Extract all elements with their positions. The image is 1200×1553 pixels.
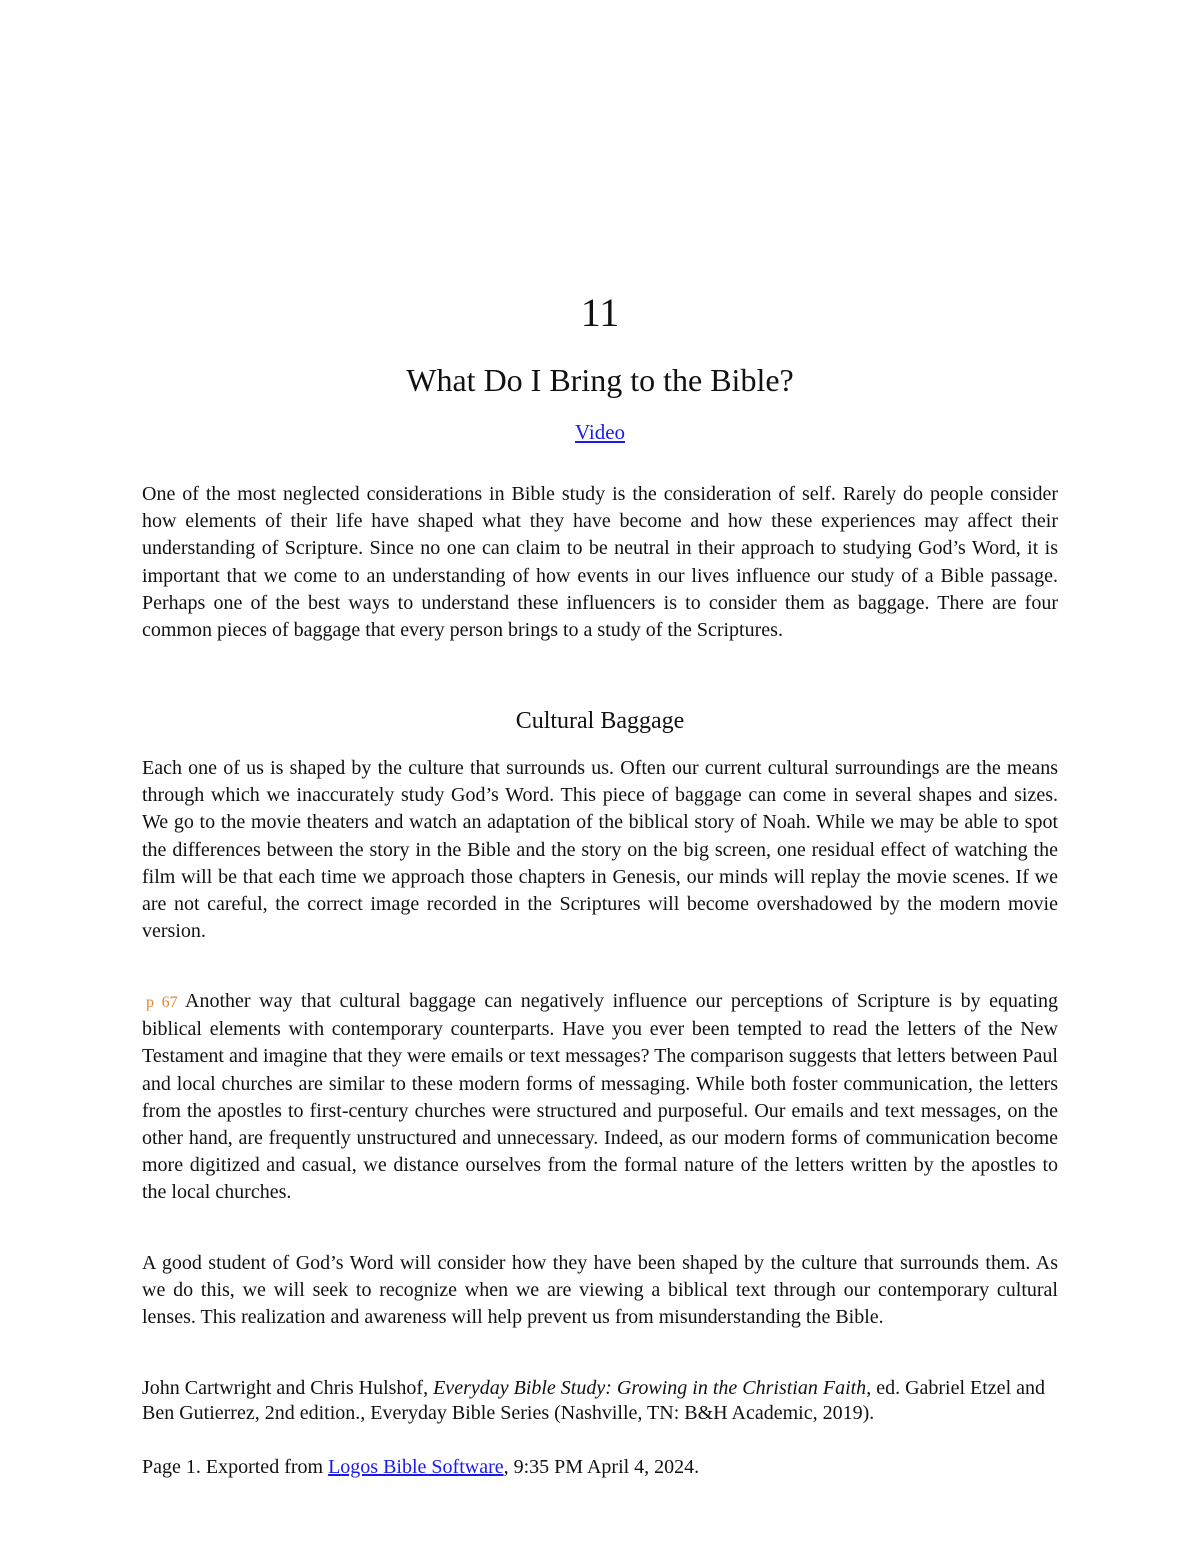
intro-paragraph: One of the most neglected considerations in Bible study is the consideration of self. Rarely do people consider how elements of their life have shaped what they have become and how these experiences may affect their understanding of Scripture. Since no one can claim to be neutral in their approach to studying God’s Word, it is important that we come to an understanding of how events in our lives influence our study of a Bible passage. Perhaps one of the best ways to understand these influencers is to consider them as baggage. There are four common pieces of baggage that every person brings to a study of the Scriptures.: [142, 483, 1058, 642]
export-line: [142, 1455, 1058, 1480]
section-paragraph-2: [142, 988, 1058, 1207]
citation: [142, 1376, 1058, 1426]
page-marker: p 67: [146, 994, 178, 1011]
citation-rest: , ed. Gabriel Etzel and Ben Gutierrez, 2nd edition., Everyday Bible Series (Nashville, TN: B&H Academic, 2019).: [142, 1377, 1045, 1424]
export-prefix: Page 1. Exported from: [142, 1456, 324, 1478]
video-link-container: [142, 418, 1058, 446]
citation-book-title: Everyday Bible Study: Growing in the Christian Faith: [433, 1377, 867, 1399]
logos-software-link[interactable]: Logos Bible Software: [328, 1456, 504, 1478]
section-paragraph-2-text: Another way that cultural baggage can negatively influence our perceptions of Scripture is by equating biblical elements with contemporary counterparts. Have you ever been tempted to read the letters of the New Testament and imagine that they were emails or text messages? The comparison suggests that letters between Paul and local churches are similar to these modern forms of messaging. While both foster communication, the letters from the apostles to first-century churches were structured and purposeful. Our emails and text messages, on the other hand, are frequently unstructured and unnecessary. Indeed, as our modern forms of communication become more digitized and casual, we distance ourselves from the formal nature of the letters written by the apostles to the local churches.: [142, 990, 1059, 1204]
section-heading: Cultural Baggage: [515, 708, 685, 734]
section-paragraph-3: A good student of God’s Word will consider how they have been shaped by the culture that surrounds them. As we do this, we will seek to recognize when we are viewing a biblical text through our contemporary cultural lenses. This realization and awareness will help prevent us from misunderstanding the Bible.: [142, 1252, 1058, 1329]
video-link[interactable]: Video: [574, 420, 626, 444]
chapter-title: What Do I Bring to the Bible?: [406, 362, 794, 398]
citation-authors: John Cartwright and Chris Hulshof,: [142, 1377, 429, 1399]
export-suffix: , 9:35 PM April 4, 2024.: [503, 1456, 700, 1478]
chapter-number: 11: [580, 290, 620, 335]
section-paragraph-1: Each one of us is shaped by the culture that surrounds us. Often our current cultural surroundings are the means through which we inaccurately study God’s Word. This piece of baggage can come in several shapes and sizes. We go to the movie theaters and watch an adaptation of the biblical story of Noah. While we may be able to spot the differences between the story in the Bible and the story on the big screen, one residual effect of watching the film will be that each time we approach those chapters in Genesis, our minds will replay the movie scenes. If we are not careful, the correct image recorded in the Scriptures will become overshadowed by the modern movie version.: [142, 757, 1058, 943]
